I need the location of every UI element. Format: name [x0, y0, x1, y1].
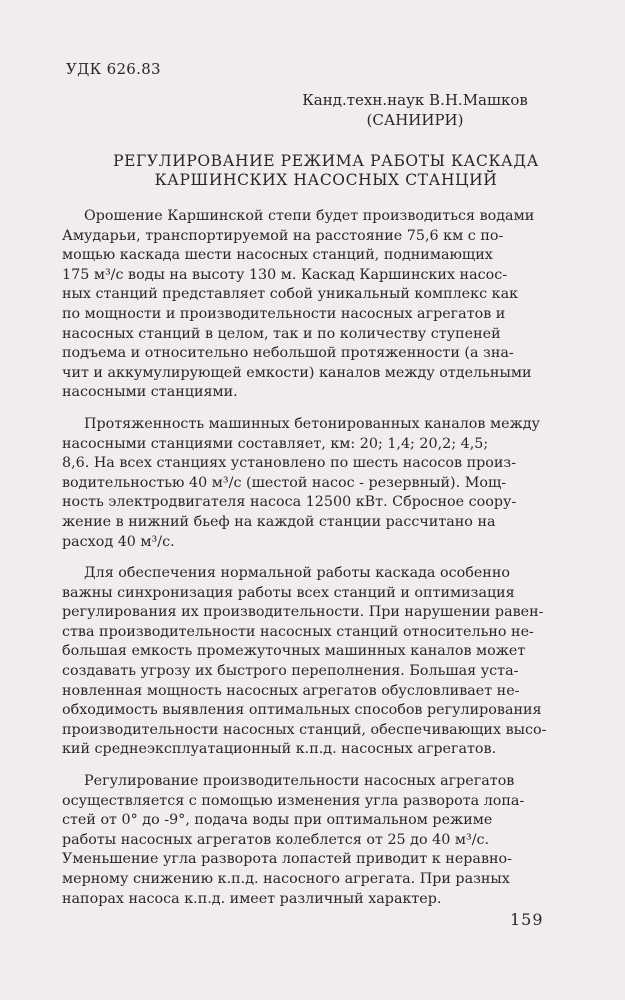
text-line: напорах насоса к.п.д. имеет различный характер. — [62, 890, 442, 907]
text-line: Орошение Каршинской степи будет производиться водами — [84, 208, 535, 224]
text-line: ных станций представляет собой уникальный комплекс как — [62, 286, 519, 303]
text-line: чит и аккумулирующей емкости) каналов между отдельными — [62, 364, 532, 381]
text-line: обходимость выявления оптимальных способов регулирования — [62, 702, 542, 719]
title-line-1: РЕГУЛИРОВАНИЕ РЕЖИМА РАБОТЫ КАСКАДА — [113, 152, 539, 170]
text-line: осуществляется с помощью изменения угла разворота лопа- — [62, 792, 525, 809]
text-line: мерному снижению к.п.д. насосного агрегата. При разных — [62, 871, 510, 887]
paragraph-1 — [62, 207, 570, 403]
article-body — [62, 207, 570, 921]
text-line: Регулирование производительности насосных агрегатов — [84, 773, 515, 790]
text-line: насосными станциями. — [62, 384, 238, 401]
text-line: насосными станциями составляет, км: 20; 1,4; 20,2; 4,5; — [62, 435, 489, 452]
text-line: работы насосных агрегатов колеблется от 25 до 40 м³/с. — [62, 831, 490, 848]
text-line: насосных станций в целом, так и по количеству ступеней — [62, 325, 501, 342]
text-line: водительностью 40 м³/с (шестой насос - резервный). Мощ- — [62, 474, 507, 491]
page-number: 159 — [510, 910, 544, 929]
text-line: подъема и относительно небольшой протяженности (а зна- — [62, 345, 514, 362]
text-line: стей от 0° до -9°, подача воды при оптимальном режиме — [62, 812, 493, 829]
text-line: по мощности и производительности насосных агрегатов и — [62, 305, 506, 322]
text-line: регулирования их производительности. При нарушении равен- — [62, 604, 544, 621]
text-line: жение в нижний бьеф на каждой станции рассчитано на — [62, 513, 496, 530]
paragraph-3 — [62, 564, 570, 760]
text-line: производительности насосных станций, обеспечивающих высо- — [62, 721, 547, 738]
title-line-2: КАРШИНСКИХ НАСОСНЫХ СТАНЦИЙ — [154, 171, 498, 189]
text-line: Амударьи, транспортируемой на расстояние 75,6 км с по- — [62, 227, 504, 244]
text-line: большая емкость промежуточных машинных каналов может — [62, 643, 526, 660]
paragraph-4 — [62, 772, 570, 909]
text-line: создавать угрозу их быстрого переполнения. Большая уста- — [62, 663, 519, 680]
paragraph-2 — [62, 415, 570, 552]
text-line: новленная мощность насосных агрегатов обусловливает не- — [62, 682, 520, 699]
text-line: 175 м³/с воды на высоту 130 м. Каскад Каршинских насос- — [62, 266, 508, 283]
text-line: Для обеспечения нормальной работы каскада особенно — [84, 565, 510, 582]
text-line: Протяженность машинных бетонированных каналов между — [84, 415, 540, 432]
article-title — [66, 152, 586, 190]
text-line: ность электродвигателя насоса 12500 кВт. Сбросное соору- — [62, 494, 517, 511]
text-line: Уменьшение угла разворота лопастей приводит к неравно- — [62, 851, 512, 868]
text-line: ства производительности насосных станций относительно не- — [62, 623, 534, 640]
author-name: Канд.техн.наук В.Н.Машков — [302, 91, 528, 109]
author-block — [250, 90, 580, 130]
text-line: расход 40 м³/с. — [62, 533, 175, 550]
text-line: мощью каскада шести насосных станций, поднимающих — [62, 247, 493, 264]
text-line: 8,6. На всех станциях установлено по шесть насосов произ- — [62, 455, 517, 472]
text-line: кий среднеэксплуатационный к.п.д. насосных агрегатов. — [62, 741, 497, 758]
udk-code: УДК 626.83 — [66, 60, 161, 78]
text-line: важны синхронизация работы всех станций и оптимизация — [62, 584, 515, 601]
author-affiliation: (САНИИРИ) — [366, 111, 464, 129]
